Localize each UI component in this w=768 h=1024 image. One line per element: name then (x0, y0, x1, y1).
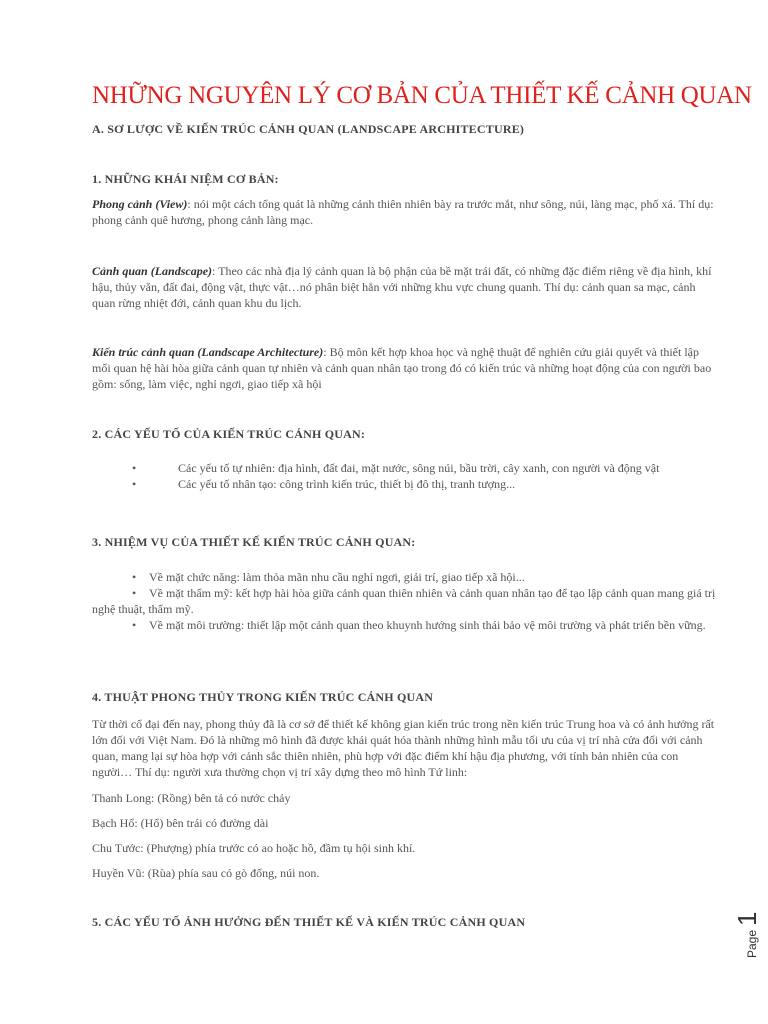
four-spirits-line: Bạch Hổ: (Hổ) bên trái có đường dài (92, 816, 269, 830)
list-item-text: Các yếu tố nhân tạo: công trình kiến trúc, thiết bị đô thị, tranh tượng... (178, 477, 516, 491)
page-number-value: 1 (732, 911, 762, 926)
list-item-text: Về mặt chức năng: làm thỏa mãn nhu cầu nghỉ ngơi, giải trí, giao tiếp xã hội... (149, 570, 525, 584)
section-4-paragraph: Từ thời cổ đại đến nay, phong thủy đã là cơ sở để thiết kế không gian kiến trúc trong nền kiến trúc Trung hoa và có ảnh hưởng rất lớn đối với Việt Nam. Đó là những mô hình đã được khái quát hóa thành những hình mẫu tối ưu của vị trí nhà cửa đối với cảnh quan, mang lại sự hòa hợp với cảnh sắc thiên nhiên, phù hợp với đặc điểm khí hậu địa phương, với tính bản nhiên của con người… Thí dụ: người xưa thường chọn vị trí xây dựng theo mô hình Tứ linh: (92, 717, 715, 779)
section-a-heading: A. SƠ LƯỢC VỀ KIẾN TRÚC CẢNH QUAN (LANDSCAPE ARCHITECTURE) (92, 122, 525, 136)
bullet-icon: • (132, 461, 137, 475)
four-spirits-line: Chu Tước: (Phượng) phía trước có ao hoặc hồ, đầm tụ hội sinh khí. (92, 841, 416, 855)
section-1-heading: 1. NHỮNG KHÁI NIỆM CƠ BẢN: (92, 172, 279, 186)
four-spirits-line: Thanh Long: (Rồng) bên tả có nước chảy (92, 791, 291, 805)
list-item (92, 460, 718, 476)
list-item (92, 617, 718, 633)
list-item-text: Về mặt thẩm mỹ: kết hợp hài hòa giữa cảnh quan thiên nhiên và cảnh quan nhân tạo để tạo lập cảnh quan mang giá trị nghệ thuật, thẩm mỹ. (92, 586, 716, 616)
section-4-heading: 4. THUẬT PHONG THỦY TRONG KIẾN TRÚC CẢNH QUAN (92, 690, 434, 704)
list-item (92, 476, 718, 492)
definition-landscape-architecture-text: : Bộ môn kết hợp khoa học và nghệ thuật để nghiên cứu giải quyết và thiết lập mối quan hệ hài hòa giữa cảnh quan tự nhiên và cảnh quan nhân tạo trong đó có kiến trúc và những hoạt động của con người bao gồm: sống, làm việc, nghỉ ngơi, giao tiếp xã hội (92, 345, 712, 391)
page-number (732, 910, 768, 970)
list-item (92, 569, 718, 585)
list-item-text: Về mặt môi trường: thiết lập một cảnh quan theo khuynh hướng sinh thái bảo vệ môi trường và phát triển bền vững. (149, 618, 706, 632)
term-landscape: Cảnh quan (Landscape) (92, 264, 213, 278)
list-item-text: Các yếu tố tự nhiên: địa hình, đất đai, mặt nước, sông núi, bầu trời, cây xanh, con người và động vật (178, 461, 660, 475)
term-landscape-architecture: Kiến trúc cảnh quan (Landscape Architecture) (92, 345, 324, 359)
definition-landscape (92, 263, 718, 311)
list-item (92, 585, 718, 617)
bullet-icon: • (132, 618, 137, 632)
term-view: Phong cảnh (View) (92, 197, 188, 211)
definition-landscape-architecture (92, 344, 718, 392)
document-title: NHỮNG NGUYÊN LÝ CƠ BẢN CỦA THIẾT KẾ CẢNH QUAN (92, 82, 752, 109)
section-3-heading: 3. NHIỆM VỤ CỦA THIẾT KẾ KIẾN TRÚC CẢNH QUAN: (92, 535, 416, 549)
section-2-heading: 2. CÁC YẾU TỐ CỦA KIẾN TRÚC CẢNH QUAN: (92, 427, 366, 441)
bullet-icon: • (132, 477, 137, 491)
four-spirits-line: Huyền Vũ: (Rùa) phía sau có gò đống, núi non. (92, 866, 320, 880)
bullet-icon: • (132, 586, 137, 600)
definition-landscape-text: : Theo các nhà địa lý cảnh quan là bộ phận của bề mặt trái đất, có những đặc điểm riêng về địa hình, khí hậu, thủy văn, đất đai, động vật, thực vật…nó phân biệt hẳn với những khu vực chung quanh. Thí dụ: cảnh quan sa mạc, cảnh quan rừng nhiệt đới, cảnh quan khu du lịch. (92, 264, 712, 310)
definition-view (92, 196, 718, 228)
bullet-icon: • (132, 570, 137, 584)
section-5-heading: 5. CÁC YẾU TỐ ẢNH HƯỞNG ĐẾN THIẾT KẾ VÀ KIẾN TRÚC CẢNH QUAN (92, 915, 526, 929)
definition-view-text: : nói một cách tổng quát là những cảnh thiên nhiên bày ra trước mắt, như sông, núi, làng mạc, phố xá. Thí dụ: phong cảnh quê hương, phong cảnh làng mạc. (92, 197, 714, 227)
page-label: Page (745, 929, 759, 958)
